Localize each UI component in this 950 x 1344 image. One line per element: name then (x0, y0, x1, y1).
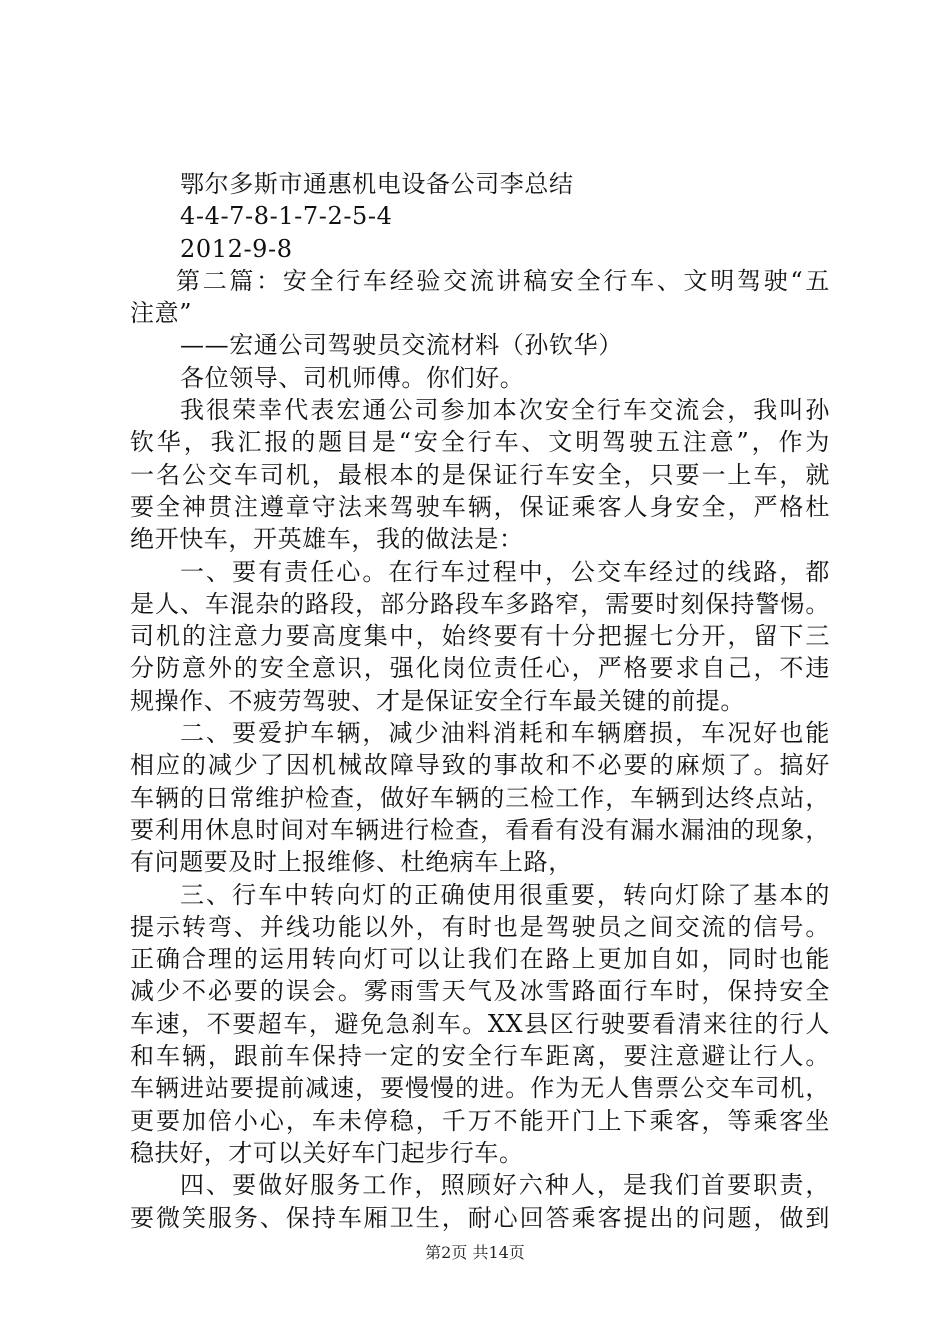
article-title-line-1: 第二篇：安全行车经验交流讲稿安全行车、文明驾驶“五 (176, 266, 830, 295)
paragraph-line: 车辆进站要提前减速，要慢慢的进。作为无人售票公交车司机， (130, 1074, 830, 1103)
paragraph-line: 是人、车混杂的路段，部分路段车多路窄，需要时刻保持警惕。 (130, 589, 830, 618)
page-footer: 第2页 共14页 (425, 1243, 525, 1262)
paragraph-line: 提示转弯、并线功能以外，有时也是驾驶员之间交流的信号。 (130, 912, 830, 941)
article-subtitle: ——宏通公司驾驶员交流材料（孙钦华） (180, 331, 623, 360)
paragraph-line: 车速，不要超车，避免急刹车。XX县区行驶要看清来往的行人 (130, 1009, 830, 1038)
point-3-paragraph (130, 879, 830, 1170)
point-4-paragraph (130, 1169, 830, 1234)
paragraph-line: 我很荣幸代表宏通公司参加本次安全行车交流会，我叫孙 (180, 396, 830, 425)
paragraph-line: 四、要做好服务工作，照顾好六种人，是我们首要职责， (180, 1171, 830, 1200)
signature-line: 鄂尔多斯市通惠机电设备公司李总结 (180, 170, 574, 198)
point-2-paragraph (130, 717, 830, 878)
paragraph-line: 分防意外的安全意识，强化岗位责任心，严格要求自己，不违 (130, 654, 830, 683)
paragraph-line: 一、要有责任心。在行车过程中，公交车经过的线路，都 (180, 557, 830, 586)
paragraph-line: 要微笑服务、保持车厢卫生，耐心回答乘客提出的问题，做到 (130, 1203, 830, 1232)
paragraph-line: 钦华，我汇报的题目是“安全行车、文明驾驶五注意”，作为 (130, 428, 830, 457)
paragraph-line: 三、行车中转向灯的正确使用很重要，转向灯除了基本的 (180, 880, 830, 909)
greeting-line: 各位领导、司机师傅。你们好。 (180, 363, 525, 392)
paragraph-line: 减少不必要的误会。雾雨雪天气及冰雪路面行车时，保持安全 (130, 977, 830, 1006)
paragraph-line: 要利用休息时间对车辆进行检查，看看有没有漏水漏油的现象， (130, 815, 830, 844)
paragraph-line: 相应的减少了因机械故障导致的事故和不必要的麻烦了。搞好 (130, 751, 830, 780)
code-line: 4-4-7-8-1-7-2-5-4 (180, 202, 393, 231)
paragraph-line: 稳扶好，才可以关好车门起步行车。 (130, 1138, 524, 1167)
paragraph-line: 要全神贯注遵章守法来驾驶车辆，保证乘客人身安全，严格杜 (130, 492, 830, 521)
paragraph-line: 二、要爱护车辆，减少油料消耗和车辆磨损，车况好也能 (180, 719, 830, 748)
paragraph-line: 绝开快车，开英雄车，我的做法是： (130, 525, 524, 554)
document-body (130, 168, 830, 1234)
intro-paragraph (130, 394, 830, 555)
paragraph-line: 规操作、不疲劳驾驶、才是保证安全行车最关键的前提。 (130, 686, 745, 715)
point-1-paragraph (130, 556, 830, 717)
paragraph-line: 更要加倍小心，车未停稳，千万不能开门上下乘客，等乘客坐 (130, 1106, 830, 1135)
paragraph-line: 司机的注意力要高度集中，始终要有十分把握七分开，留下三 (130, 622, 830, 651)
paragraph-line: 车辆的日常维护检查，做好车辆的三检工作，车辆到达终点站， (130, 783, 830, 812)
date-line: 2012-9-8 (180, 234, 293, 263)
paragraph-line: 有问题要及时上报维修、杜绝病车上路， (130, 848, 573, 877)
paragraph-line: 和车辆，跟前车保持一定的安全行车距离，要注意避让行人。 (130, 1042, 830, 1071)
paragraph-line: 一名公交车司机，最根本的是保证行车安全，只要一上车，就 (130, 460, 830, 489)
article-title-line-2: 注意” (130, 299, 193, 328)
paragraph-line: 正确合理的运用转向灯可以让我们在路上更加自如，同时也能 (130, 945, 830, 974)
